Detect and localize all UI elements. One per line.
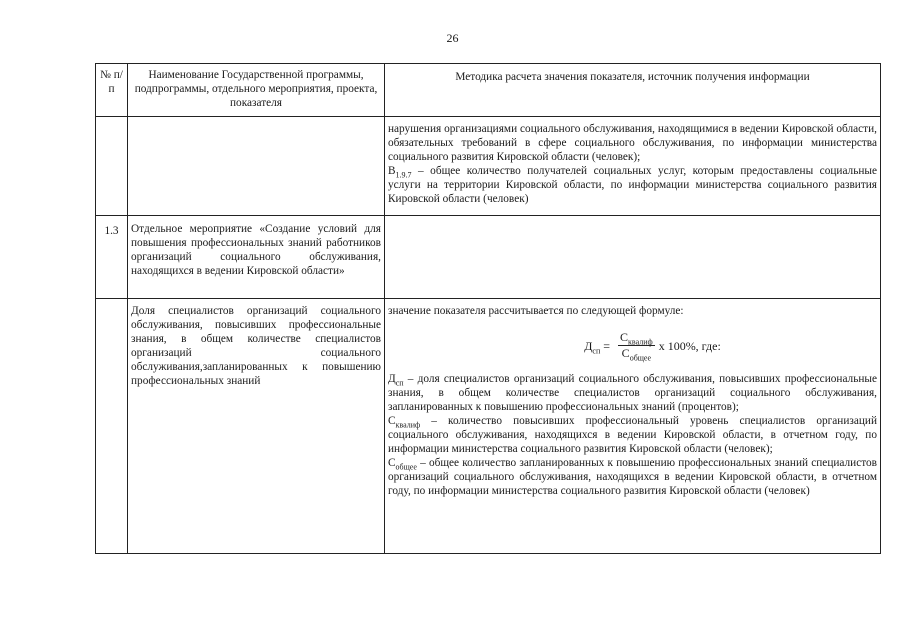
cell-number [96, 117, 128, 216]
table-row [96, 117, 881, 216]
cell-name: Отдельное мероприятие «Создание условий для повышения профессиональных знаний работников организаций социального обслуживания, находящихся в ведении Кировской области» [128, 216, 385, 299]
header-methodology: Методика расчета значения показателя, источник получения информации [385, 64, 881, 117]
variable-symbol: С [388, 457, 396, 469]
cell-methodology [385, 216, 881, 299]
formula-denominator: $С_{общее}$ [621, 346, 652, 363]
formula-lhs: $Д_{сп}$ = [584, 338, 611, 355]
variable-definition [388, 164, 877, 206]
page-number: 26 [446, 31, 459, 45]
cell-name: Доля специалистов организаций социального обслуживания, повысивших профессиональные знания, в общем количестве специалистов организаций социального обслуживания,запланированных к повышению профессиональных знаний [128, 299, 385, 554]
variable-subscript: общее [395, 462, 417, 472]
variable-definition [388, 414, 877, 456]
cell-number [96, 299, 128, 554]
variable-subscript: сп [395, 378, 404, 388]
cell-methodology [385, 299, 881, 554]
variable-text: – количество повысивших профессиональный уровень специалистов организаций социального обслуживания, находящихся в ведении Кировской области, в отчетном году, по информации министерства социального развития Кировской области (человек); [388, 415, 877, 455]
formula-numerator: $С_{квалиф}$ [620, 330, 653, 347]
variable-symbol: В [388, 165, 396, 177]
variable-symbol: Д [388, 373, 396, 385]
cell-name [128, 117, 385, 216]
methodology-text: нарушения организациями социального обслуживания, находящимися в ведении Кировской области, обязательных требований в сфере социального обслуживания, по информации министерства социального развития Кировской области (человек); [388, 123, 877, 163]
formula [428, 330, 877, 363]
variable-subscript: 1.9.7 [395, 170, 412, 180]
variable-subscript: квалиф [395, 420, 421, 430]
header-name: Наименование Государственной программы, подпрограммы, отдельного мероприятия, проекта, показателя [128, 64, 385, 117]
cell-number: 1.3 [96, 216, 128, 299]
table-header-row [96, 64, 881, 117]
variable-text: – общее количество запланированных к повышению профессиональных знаний специалистов организаций социального обслуживания, находящихся в ведении Кировской области, в отчетном году, по информации министерства социального развития Кировской области (человек) [388, 457, 877, 497]
formula-fraction [618, 330, 655, 363]
definitions-list [388, 372, 877, 498]
table-row [96, 216, 881, 299]
variable-definition [388, 372, 877, 414]
variable-text: – доля специалистов организаций социального обслуживания, повысивших профессиональные знания, в общем количестве специалистов организаций социального обслуживания, запланированных к повышению профессиональных знаний (процентов); [388, 373, 877, 413]
header-number: № п/п [96, 64, 128, 117]
variable-symbol: С [388, 415, 396, 427]
table-row [96, 299, 881, 554]
variable-definition [388, 456, 877, 498]
variable-text: – общее количество получателей социальных услуг, которым предоставлены социальные услуги на территории Кировской области, по информации министерства социального развития Кировской области (человек) [388, 165, 877, 205]
cell-methodology [385, 117, 881, 216]
formula-tail: х 100%, где: [658, 338, 721, 353]
formula-intro: значение показателя рассчитывается по следующей формуле: [388, 305, 684, 317]
indicator-methodology-table [95, 63, 881, 554]
